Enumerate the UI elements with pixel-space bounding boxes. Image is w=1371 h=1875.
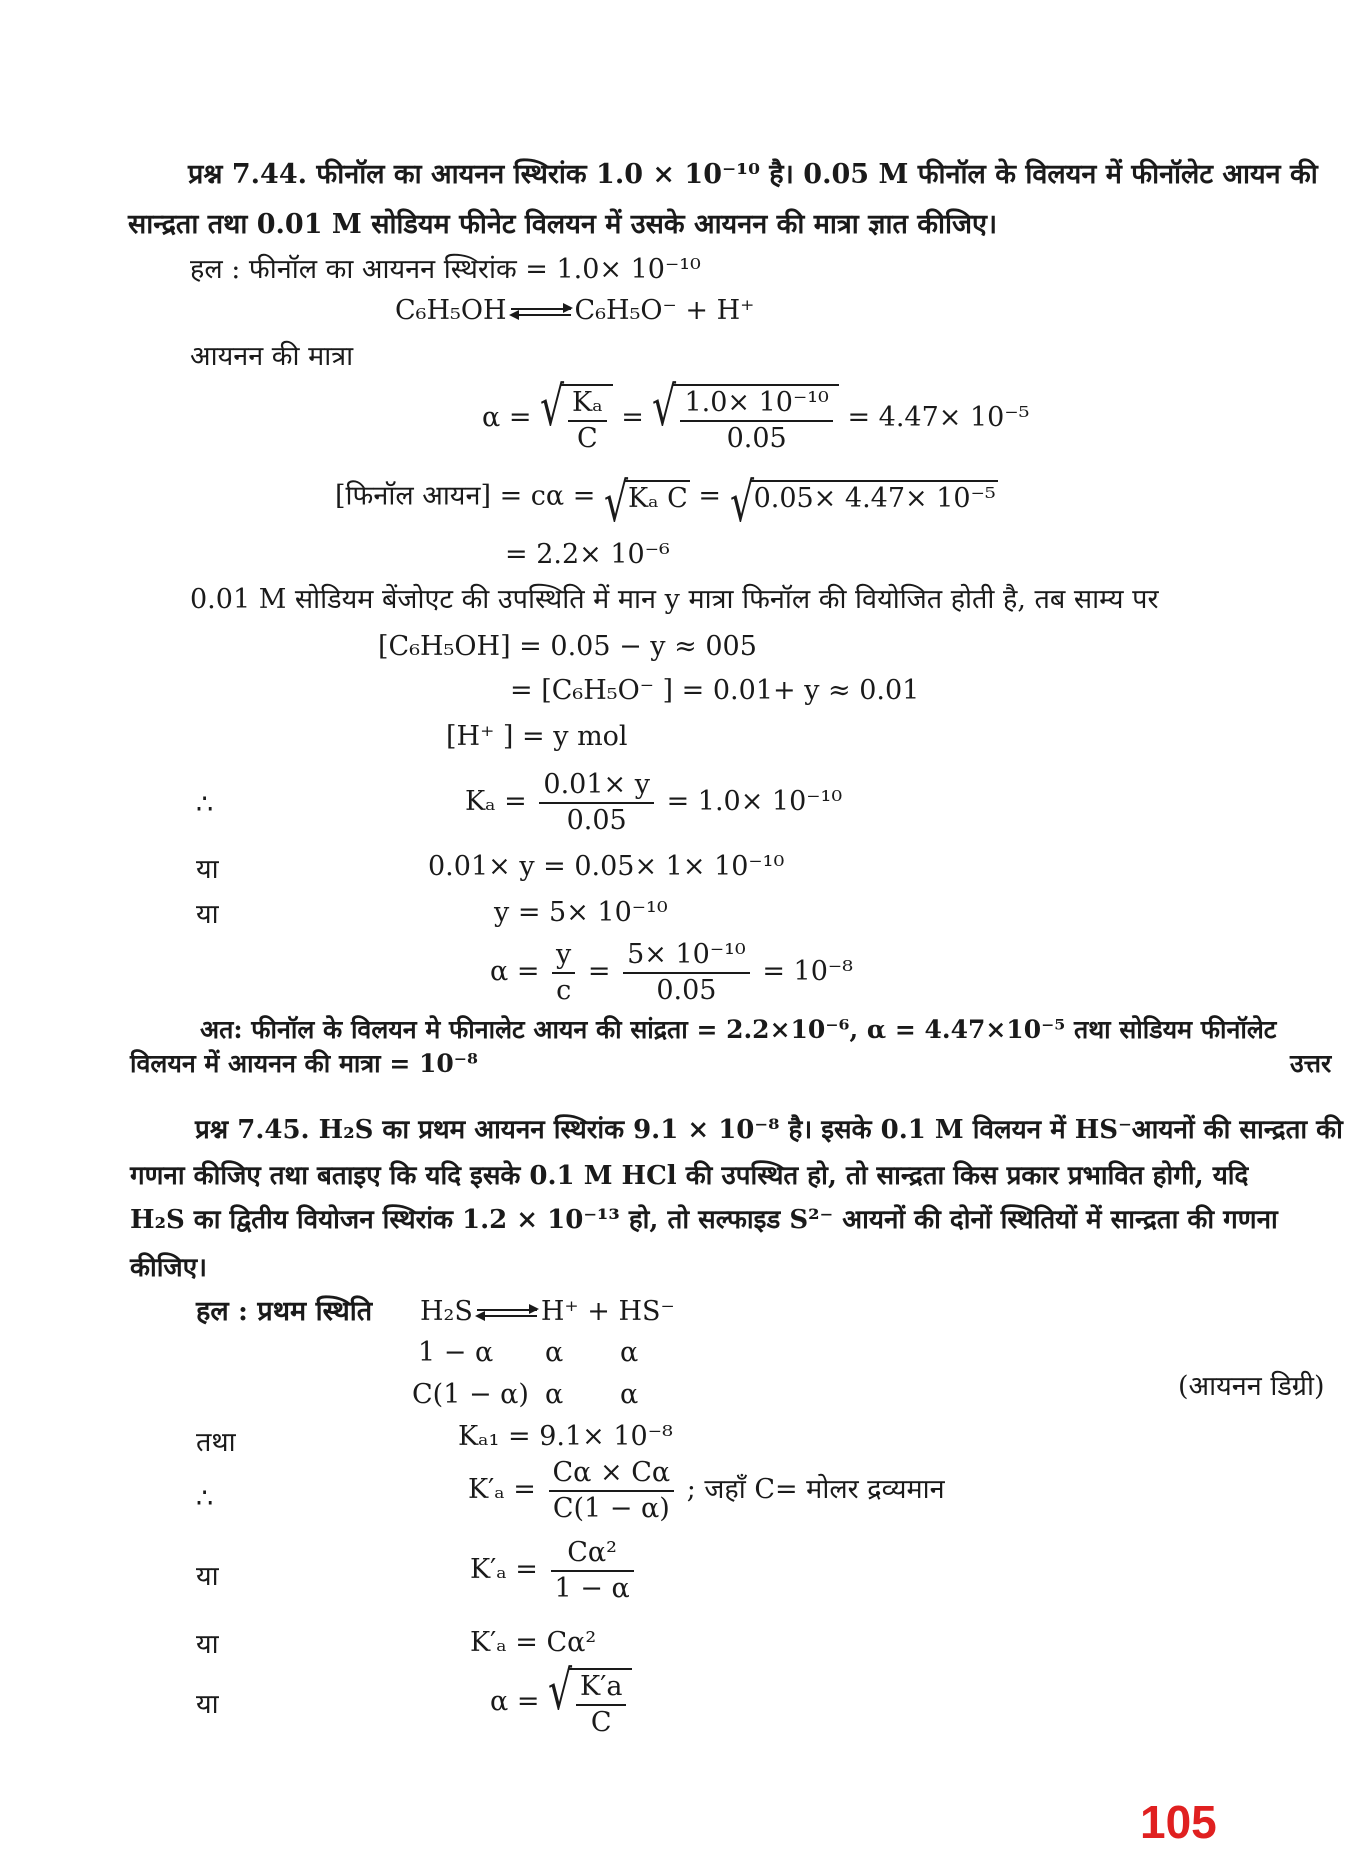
sodium-benzoate-para: 0.01 M सोडियम बेंजोएट की उपस्थिति में मान y मात्रा फिनॉल की वियोजित होती है, तब साम्य पर: [190, 584, 1159, 615]
alpha2-formula: α = $\frac{y}{c}$ = $\frac{\text{5× 10⁻¹⁰}}{0.05}$ = 10⁻⁸: [490, 939, 853, 1006]
ya-2: या: [196, 899, 219, 930]
h2s-reactant: H₂S: [420, 1296, 473, 1327]
q744-line2: सान्द्रता तथा 0.01 M सोडियम फीनेट विलयन में उसके आयनन की मात्रा ज्ञात कीजिए।: [128, 209, 998, 240]
kpa-lhs-2: K′ₐ =: [470, 1554, 538, 1586]
ka-result: = 1.0× 10⁻¹⁰: [666, 786, 843, 818]
frac-b: $\frac{\text{Cα²}}{1 - \alpha}$: [551, 1538, 634, 1603]
alpha2-result: = 10⁻⁸: [762, 956, 853, 988]
eq-f: K′ₐ = Cα²: [470, 1627, 597, 1658]
ka1: Kₐ₁ = 9.1× 10⁻⁸: [458, 1421, 673, 1452]
h2s-products: H⁺ + HS⁻: [540, 1296, 675, 1327]
eq-a: [C₆H₅OH] = 0.05 − y ≈ 005: [378, 631, 757, 662]
equilibrium-arrow-icon-2: [477, 1305, 537, 1321]
reaction-left: C₆H₅OH: [395, 295, 507, 326]
q745-line2: गणना कीजिए तथा बताइए कि यदि इसके 0.1 M HCl की उपस्थित हो, तो सान्द्रता किस प्रकार प्रभावित होगी, यदि: [130, 1161, 1249, 1191]
eq-b: = [C₆H₅O⁻ ] = 0.01+ y ≈ 0.01: [510, 675, 920, 706]
eq-d: 0.01× y = 0.05× 1× 10⁻¹⁰: [428, 851, 785, 882]
y-over-c: $\frac{y}{c}$: [552, 940, 575, 1005]
row1-a: 1 − α: [418, 1337, 494, 1368]
alpha2-lhs: α =: [490, 956, 540, 988]
reaction-right: C₆H₅O⁻ + H⁺: [574, 295, 755, 326]
alpha-formula: α = √ $\frac{\text{Kₐ}}{C}$ = √ $\frac{\text{1.0× 10⁻¹⁰}}{0.05}$ = 4.47× 10⁻⁵: [482, 375, 1030, 454]
q745-line3: H₂S का द्वितीय वियोजन स्थिरांक 1.2 × 10⁻¹³ हो, तो सल्फाइड S²⁻ आयनों की दोनों स्थितियों में सान्द्रता की गणना: [130, 1205, 1278, 1235]
kpa-formula-2: [470, 1538, 638, 1603]
row2-b: α: [545, 1379, 564, 1410]
row1-b: α: [545, 1337, 564, 1368]
ya-3: या: [196, 1561, 219, 1592]
num1: 1.0× 10⁻¹⁰: [680, 388, 832, 422]
alpha-sqrt-formula: [490, 1659, 632, 1738]
molar-note: ; जहाँ C= मोलर द्रव्यमान: [686, 1474, 945, 1506]
phenol-result: = 2.2× 10⁻⁶: [505, 539, 670, 570]
therefore-2: ∴: [196, 1483, 214, 1514]
therefore-1: ∴: [196, 789, 214, 820]
eq-e: y = 5× 10⁻¹⁰: [494, 897, 668, 928]
q744-line1: प्रश्न 7.44. फीनॉल का आयनन स्थिरांक 1.0 × 10⁻¹⁰ है। 0.05 M फीनॉल के विलयन में फीनॉलेट आयन की: [188, 159, 1318, 190]
phenol-ion-lhs: [फिनॉल आयन] = cα =: [335, 480, 596, 512]
ayanan-ki-matra: आयनन की मात्रा: [190, 341, 354, 372]
sol745-hal: हल : प्रथम स्थिति: [196, 1296, 373, 1327]
sqrt-kac: √ Kₐ C: [603, 471, 688, 534]
kpa-lhs-1: K′ₐ =: [468, 1474, 536, 1506]
sqrt-values: √ $\frac{\text{1.0× 10⁻¹⁰}}{0.05}$: [652, 384, 838, 453]
sqrt-value2: √ 0.05× 4.47× 10⁻⁵: [729, 471, 996, 534]
ka-fraction: $\frac{0.01\times y}{0.05}$: [539, 770, 654, 835]
ya-4: या: [196, 1629, 219, 1660]
five-over-005: $\frac{\text{5× 10⁻¹⁰}}{0.05}$: [623, 940, 750, 1005]
ka-formula: [465, 770, 842, 835]
q745-line4: कीजिए।: [130, 1253, 207, 1283]
ya-1: या: [196, 854, 219, 885]
equilibrium-arrow-icon: [511, 304, 571, 320]
answer-label: उत्तर: [1290, 1049, 1332, 1078]
alpha-result: = 4.47× 10⁻⁵: [847, 402, 1030, 434]
ionisation-degree: (आयनन डिग्री): [1178, 1371, 1325, 1402]
ya-5: या: [196, 1689, 219, 1720]
frac-a: $\frac{C\alpha \times C\alpha}{C(1 - \alpha)}$: [549, 1458, 675, 1523]
q745-line1: प्रश्न 7.45. H₂S का प्रथम आयनन स्थिरांक 9.1 × 10⁻⁸ है। इसके 0.1 M विलयन में HS⁻आयनों की सान्द्रता की: [195, 1115, 1343, 1145]
conclusion-line1: अत: फीनॉल के विलयन मे फीनालेट आयन की सांद्रता = 2.2×10⁻⁶, α = 4.47×10⁻⁵ तथा सोडियम फीनॉलेट: [200, 1015, 1277, 1044]
h2s-reaction: [420, 1297, 675, 1327]
reaction-phenol: [395, 296, 754, 326]
page-number: 105: [1140, 1796, 1217, 1848]
phenol-ion-formula: [फिनॉल आयन] = cα = √ Kₐ C = √ 0.05× 4.47× 10⁻⁵: [335, 471, 996, 534]
ka-lhs: Kₐ =: [465, 786, 527, 818]
ka-num: Kₐ: [568, 388, 607, 422]
row1-c: α: [620, 1337, 639, 1368]
sqrt-ka-over-c: √ $\frac{\text{Kₐ}}{C}$: [540, 384, 613, 453]
den1: 0.05: [726, 422, 787, 454]
alpha-lhs: α =: [482, 402, 532, 434]
conclusion-line2: विलयन में आयनन की मात्रा = 10⁻⁸: [130, 1049, 478, 1078]
sol744-hal: हल : फीनॉल का आयनन स्थिरांक = 1.0× 10⁻¹⁰: [190, 254, 701, 285]
eq-c: [H⁺ ] = y mol: [446, 721, 628, 752]
row2-a: C(1 − α): [412, 1379, 529, 1410]
row2-c: α: [620, 1379, 639, 1410]
tatha: तथा: [196, 1427, 236, 1458]
alpha-lhs-2: α =: [490, 1686, 540, 1718]
kpa-formula: [468, 1458, 945, 1523]
sqrt-kpa-over-c: √ $\frac{K'a}{C}$: [548, 1668, 632, 1737]
c-den: C: [577, 422, 598, 454]
